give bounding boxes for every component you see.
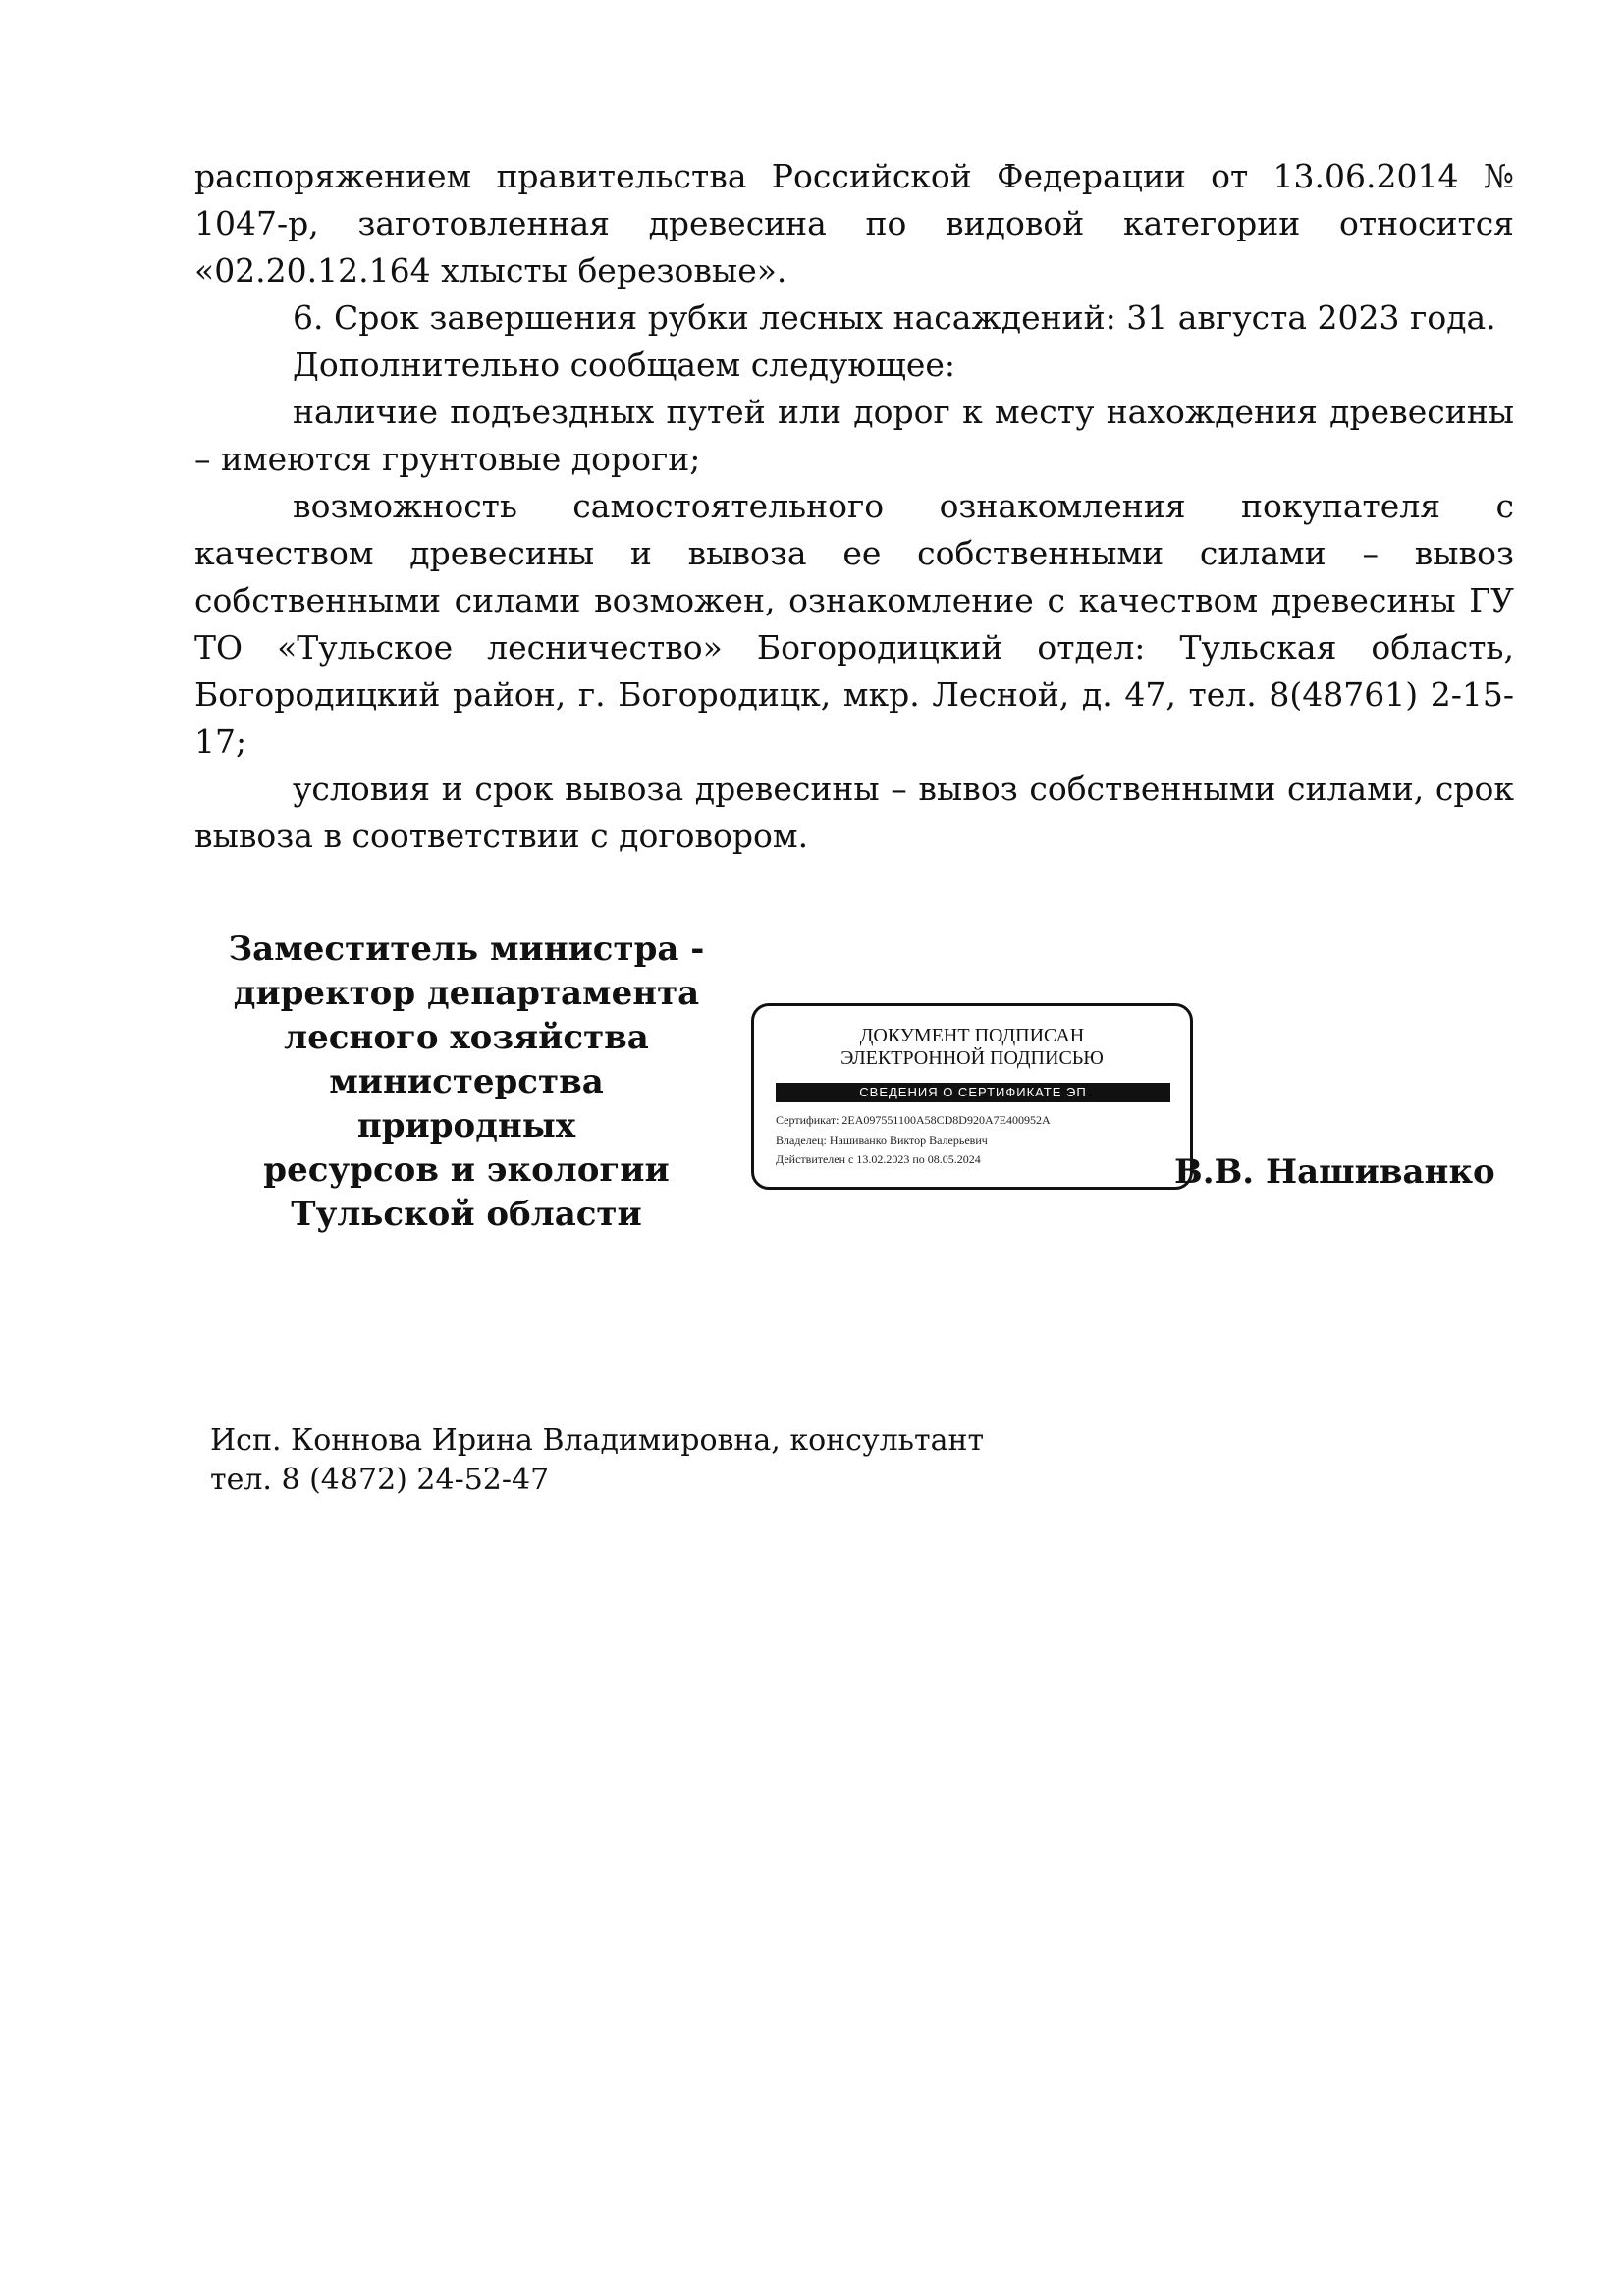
- signer-position: [216, 928, 717, 1237]
- executor-name: Исп. Коннова Ирина Владимировна, консультант: [210, 1423, 985, 1458]
- electronic-signature-stamp: [751, 1003, 1193, 1190]
- signer-position-line: Тульской области: [291, 1195, 642, 1234]
- stamp-certificate-header: СВЕДЕНИЯ О СЕРТИФИКАТЕ ЭП: [776, 1083, 1170, 1102]
- stamp-validity: Действителен с 13.02.2023 по 08.05.2024: [776, 1152, 981, 1166]
- executor-block: [210, 1421, 984, 1500]
- document-body: [194, 153, 1514, 860]
- signer-position-line: директор департамента: [233, 974, 700, 1013]
- signer-name: В.В. Нашиванко: [1174, 1152, 1495, 1192]
- stamp-owner: Владелец: Нашиванко Виктор Валерьевич: [776, 1133, 988, 1147]
- paragraph-roads: наличие подъездных путей или дорог к месту нахождения древесины – имеются грунтовые дороги;: [194, 393, 1514, 478]
- executor-phone: тел. 8 (4872) 24-52-47: [210, 1463, 550, 1497]
- signer-position-line: министерства природных: [329, 1062, 604, 1146]
- paragraph-inspection: возможность самостоятельного ознакомления покупателя с качеством древесины и вывоза ее собственными силами – вывоз собственными силами возможен, ознакомление с качеством древесины ГУ ТО «Тульское лесничество» Богородицкий отдел: Тульская область, Богородицкий район, г. Богородицк, мкр. Лесной, д. 47, тел. 8(48761) 2-15-17;: [194, 487, 1514, 761]
- paragraph-deadline: 6. Срок завершения рубки лесных насаждений: 31 августа 2023 года.: [293, 298, 1496, 337]
- signer-position-line: ресурсов и экологии: [263, 1150, 670, 1190]
- stamp-certificate-number: Сертификат: 2EA097551100A58CD8D920A7E400952A: [776, 1113, 1051, 1127]
- paragraph-decree: распоряжением правительства Российской Федерации от 13.06.2014 № 1047-р, заготовленная древесина по видовой категории относится «02.20.12.164 хлысты березовые».: [194, 157, 1514, 290]
- signer-position-line: лесного хозяйства: [284, 1018, 649, 1057]
- signer-position-line: Заместитель министра -: [228, 930, 705, 969]
- paragraph-additional: Дополнительно сообщаем следующее:: [293, 346, 956, 384]
- paragraph-removal-terms: условия и срок вывоза древесины – вывоз собственными силами, срок вывоза в соответствии с договором.: [194, 770, 1514, 855]
- stamp-title: ДОКУМЕНТ ПОДПИСАН: [859, 1025, 1085, 1046]
- stamp-subtitle: ЭЛЕКТРОННОЙ ПОДПИСЬЮ: [840, 1047, 1104, 1069]
